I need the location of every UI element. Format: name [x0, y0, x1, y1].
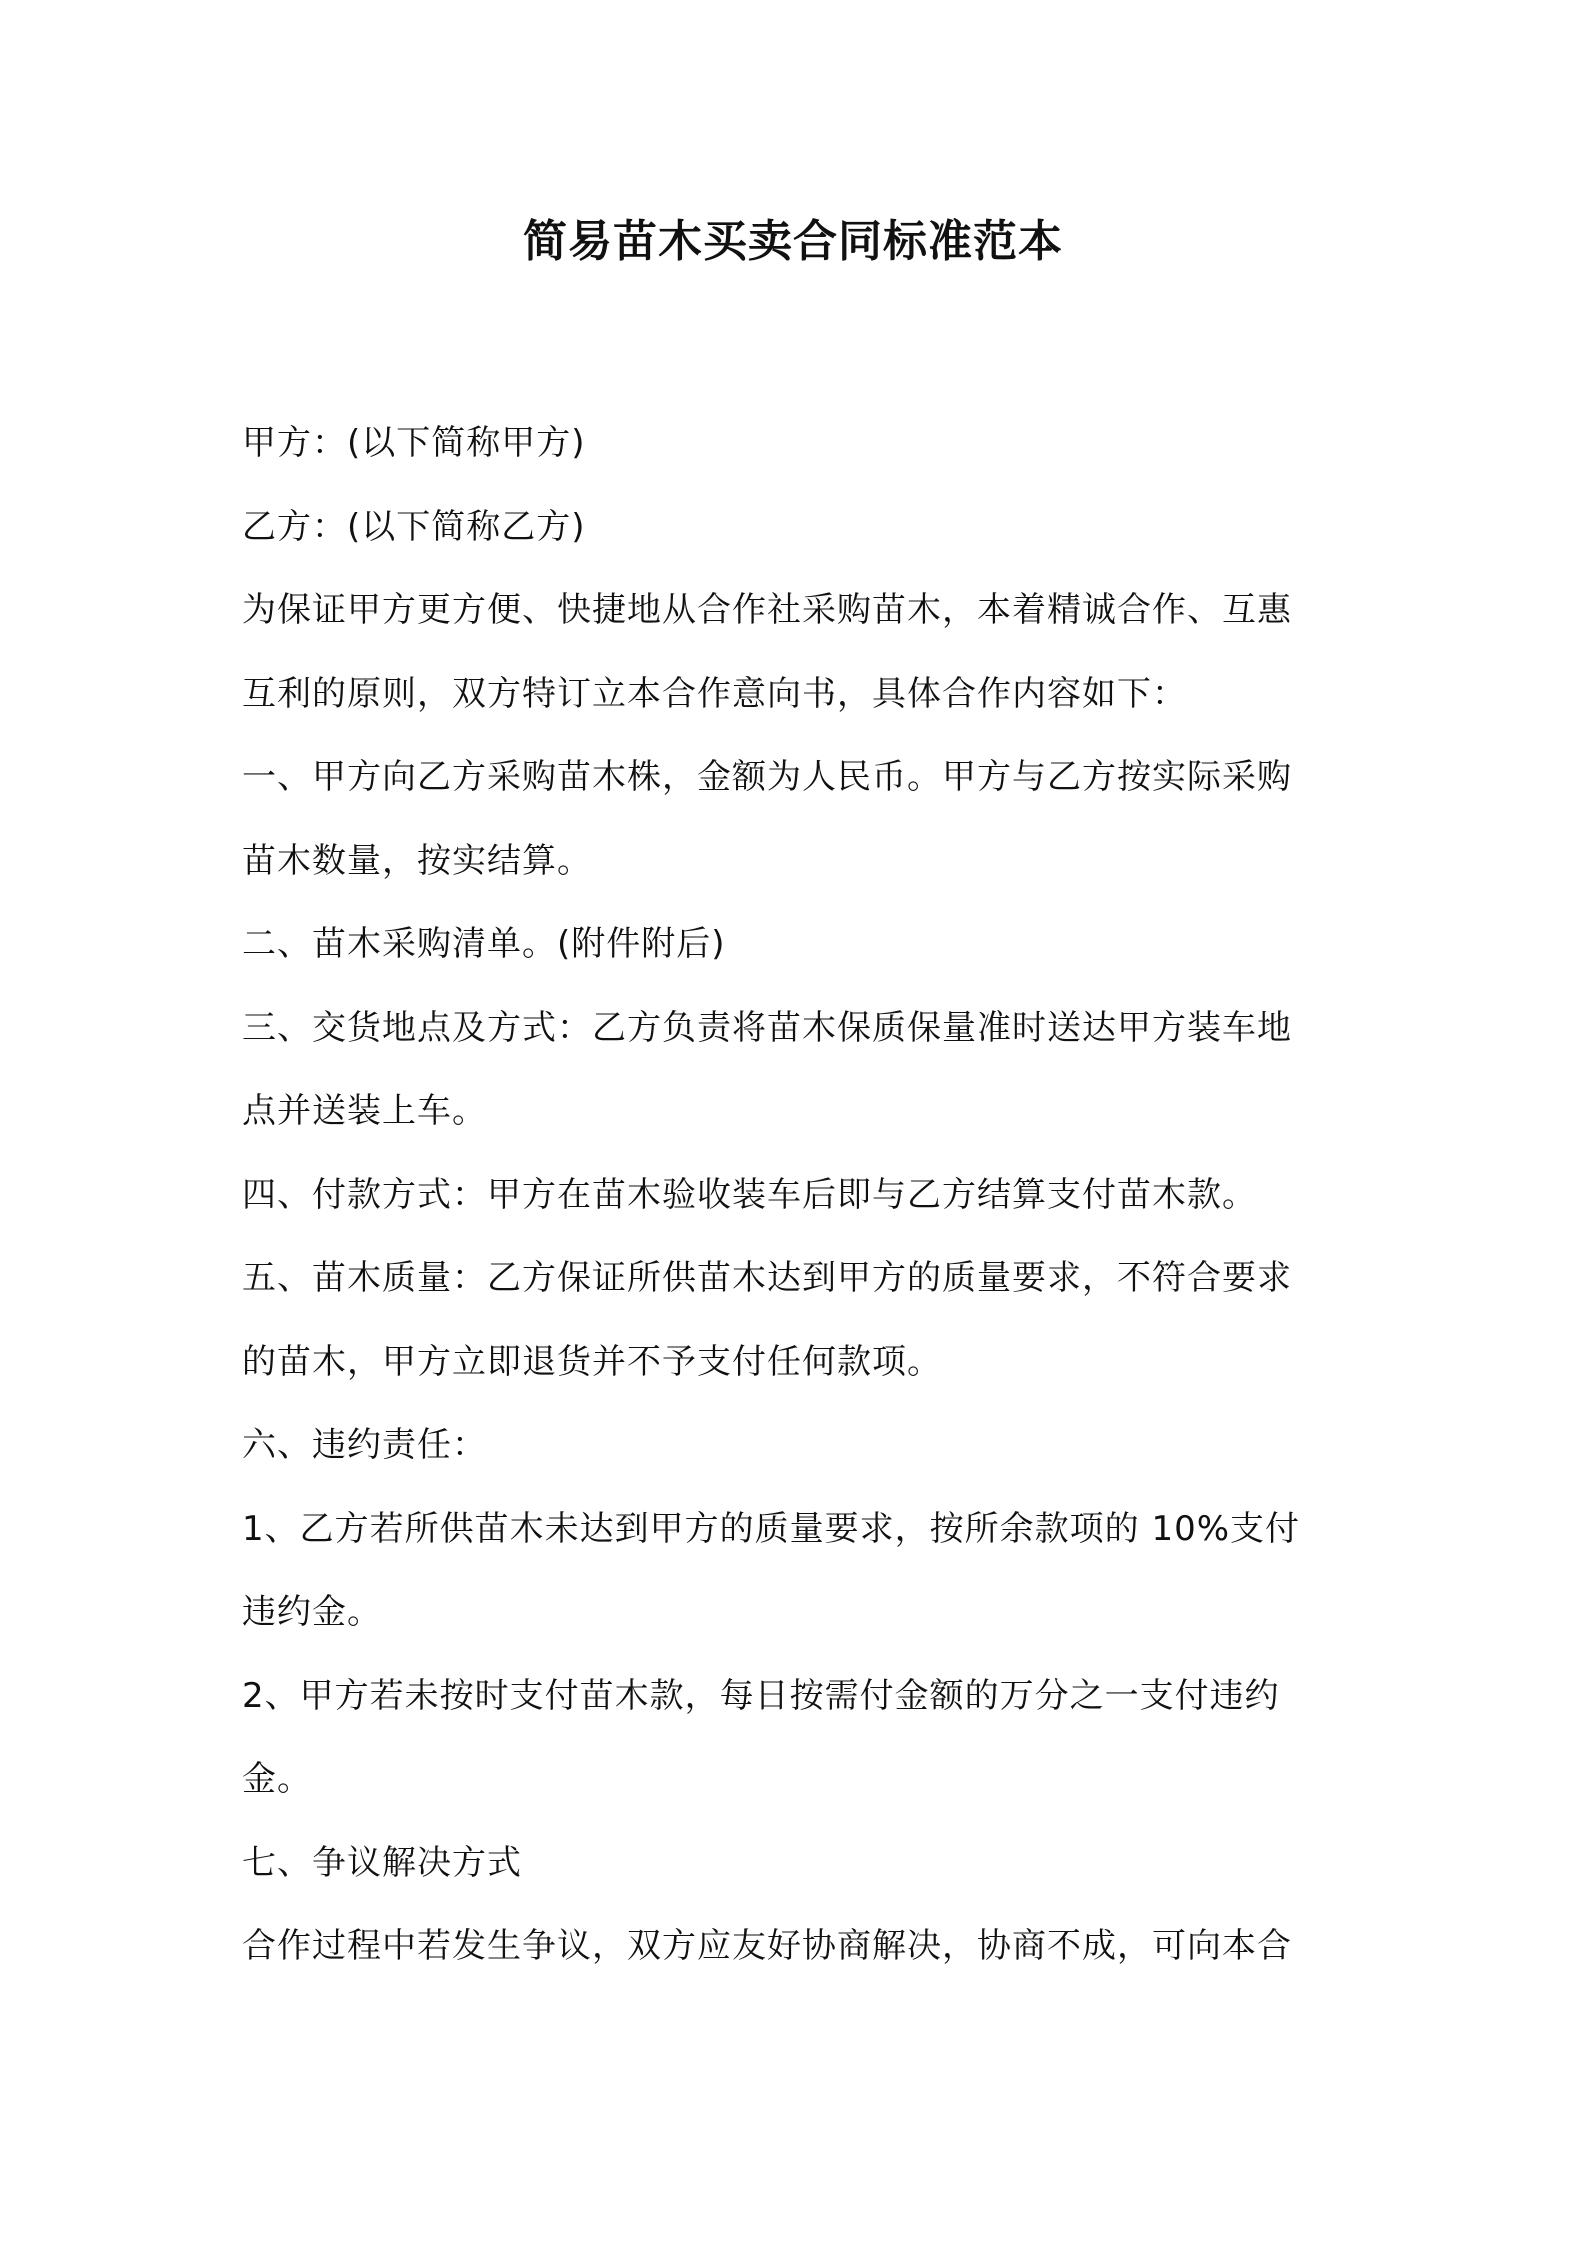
- party-a-line: 甲方：(以下简称甲方): [242, 423, 586, 463]
- document-body: [242, 402, 1362, 1989]
- clause-1-line-1: 一、甲方向乙方采购苗木株，金额为人民币。甲方与乙方按实际采购: [242, 757, 1292, 797]
- clause-6-item-2-line-2: 金。: [242, 1759, 312, 1799]
- clause-6-item-2-line-1: 2、甲方若未按时支付苗木款，每日按需付金额的万分之一支付违约: [242, 1675, 1280, 1716]
- clause-7-line-1: 合作过程中若发生争议，双方应友好协商解决，协商不成，可向本合: [242, 1926, 1292, 1966]
- clause-3-line-2: 点并送装上车。: [242, 1091, 487, 1131]
- clause-1-line-2: 苗木数量，按实结算。: [242, 840, 592, 881]
- clause-2-line: 二、苗木采购清单。(附件附后): [242, 924, 726, 964]
- clause-5-line-1: 五、苗木质量：乙方保证所供苗木达到甲方的质量要求，不符合要求: [242, 1258, 1292, 1298]
- clause-7-heading: 七、争议解决方式: [242, 1842, 522, 1883]
- clause-3-line-1: 三、交货地点及方式：乙方负责将苗木保质保量准时送达甲方装车地: [242, 1007, 1292, 1048]
- clause-4-line: 四、付款方式：甲方在苗木验收装车后即与乙方结算支付苗木款。: [242, 1174, 1257, 1215]
- preamble-line-2: 互利的原则，双方特订立本合作意向书，具体合作内容如下：: [242, 673, 1187, 714]
- clause-6-item-1-line-1: 1、乙方若所供苗木未达到甲方的质量要求，按所余款项的 10%支付: [242, 1508, 1301, 1549]
- preamble-line-1: 为保证甲方更方便、快捷地从合作社采购苗木，本着精诚合作、互惠: [242, 590, 1292, 630]
- clause-6-item-1-line-2: 违约金。: [242, 1592, 382, 1632]
- clause-5-line-2: 的苗木，甲方立即退货并不予支付任何款项。: [242, 1341, 942, 1382]
- clause-6-heading: 六、违约责任：: [242, 1425, 487, 1465]
- party-b-line: 乙方：(以下简称乙方): [242, 506, 586, 547]
- document-title: 简易苗木买卖合同标准范本: [523, 216, 1063, 267]
